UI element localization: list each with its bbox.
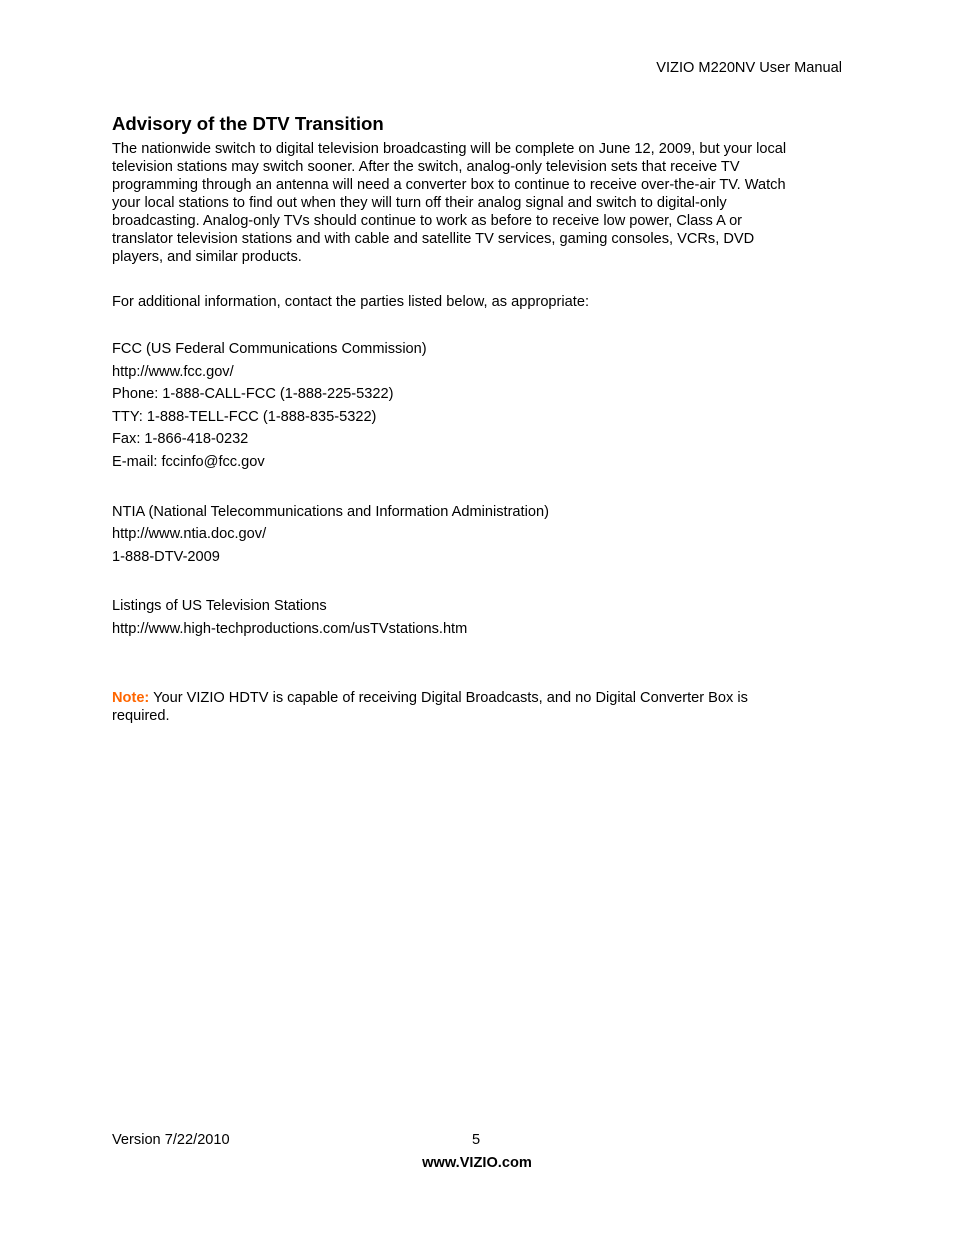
fcc-phone: Phone: 1-888-CALL-FCC (1-888-225-5322) <box>112 386 394 403</box>
fcc-email[interactable]: E-mail: fccinfo@fcc.gov <box>112 453 265 470</box>
note-text-continued: required. <box>112 707 170 724</box>
section-title: Advisory of the DTV Transition <box>112 113 384 134</box>
intro-paragraph <box>112 140 842 266</box>
main-content <box>112 112 842 725</box>
intro-line: players, and similar products. <box>112 249 302 265</box>
listings-url-link[interactable]: http://www.high-techproductions.com/usTVstations.htm <box>112 620 468 637</box>
listings-block <box>112 595 842 640</box>
intro-line: The nationwide switch to digital television broadcasting will be complete on June 12, 2009, but your local <box>112 141 787 157</box>
listings-title: Listings of US Television Stations <box>112 598 327 615</box>
intro-line: your local stations to find out when they will turn off their analog signal and switch to digital-only <box>112 195 727 211</box>
intro-line: television stations may switch sooner. After the switch, analog-only television sets that receive TV <box>112 159 740 175</box>
intro-line: broadcasting. Analog-only TVs should continue to work as before to receive low power, Class A or <box>112 213 743 229</box>
ntia-contact-block <box>112 501 842 569</box>
ntia-name: NTIA (National Telecommunications and Information Administration) <box>112 503 549 520</box>
note-text: Your VIZIO HDTV is capable of receiving Digital Broadcasts, and no Digital Converter Box is <box>149 689 748 706</box>
intro-line: translator television stations and with cable and satellite TV services, gaming consoles, VCRs, DVD <box>112 231 755 247</box>
manual-title: VIZIO M220NV User Manual <box>656 60 842 76</box>
page-number: 5 <box>472 1132 481 1148</box>
note-label: Note: <box>112 689 150 706</box>
fcc-url-link[interactable]: http://www.fcc.gov/ <box>112 363 234 380</box>
ntia-url-link[interactable]: http://www.ntia.doc.gov/ <box>112 526 267 543</box>
fcc-contact-block <box>112 338 842 474</box>
fcc-name: FCC (US Federal Communications Commission) <box>112 341 427 357</box>
fcc-fax: Fax: 1-866-418-0232 <box>112 431 249 448</box>
intro-line: programming through an antenna will need a converter box to continue to receive over-the-air TV. Watch <box>112 177 786 193</box>
footer-website-link[interactable]: www.VIZIO.com <box>422 1155 532 1171</box>
footer-version: Version 7/22/2010 <box>112 1132 230 1148</box>
additional-info: For additional information, contact the parties listed below, as appropriate: <box>112 294 589 310</box>
fcc-tty: TTY: 1-888-TELL-FCC (1-888-835-5322) <box>112 408 377 425</box>
note-paragraph <box>112 689 842 725</box>
ntia-phone: 1-888-DTV-2009 <box>112 548 220 565</box>
